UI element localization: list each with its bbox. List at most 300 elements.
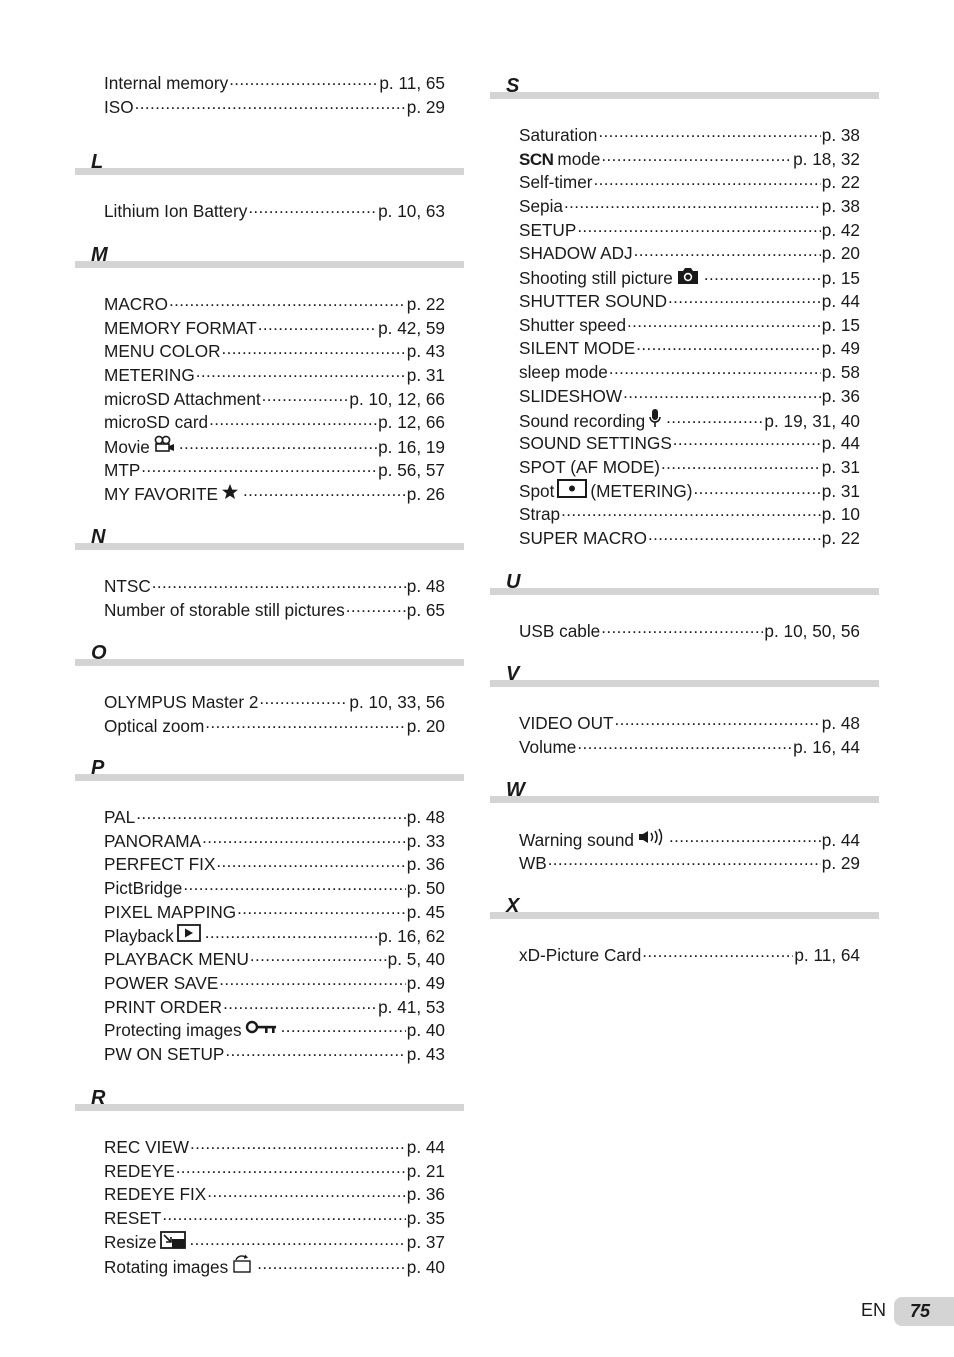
- index-entry-sepia: [519, 195, 860, 219]
- page-reference: p. 49: [406, 972, 445, 993]
- page-reference: p. 16, 62: [378, 925, 445, 946]
- dot-leader: [183, 877, 405, 894]
- index-term: [104, 317, 257, 341]
- index-term: [519, 828, 668, 853]
- index-term-text: Sound recording: [519, 410, 646, 431]
- index-term: [104, 1254, 256, 1281]
- index-entry-sound-recording: [519, 408, 860, 432]
- index-term-text: USB cable: [519, 621, 601, 641]
- index-term: [104, 72, 228, 96]
- dot-leader: [223, 996, 377, 1013]
- page-reference: p. 48: [406, 807, 445, 827]
- section-divider: [75, 543, 464, 550]
- dot-leader: [205, 715, 405, 732]
- index-entry-self-timer: [519, 171, 860, 195]
- index-entry-shutter-speed: [519, 314, 860, 338]
- dot-leader: [225, 1043, 405, 1060]
- index-entry-warning-sound: [519, 828, 860, 852]
- dot-leader: [205, 925, 377, 942]
- page-reference: p. 29: [406, 96, 445, 117]
- index-entry-redeye: [104, 1160, 445, 1184]
- index-term-text: REDEYE: [104, 1160, 175, 1181]
- index-term-text: MEMORY FORMAT: [104, 317, 257, 338]
- index-term: [519, 479, 693, 505]
- section-divider: [490, 912, 879, 919]
- index-entry-strap: [519, 503, 860, 527]
- page-reference: p. 42: [821, 219, 860, 240]
- page-reference: p. 16, 19: [378, 436, 445, 457]
- index-term: [104, 1136, 189, 1160]
- index-entry-microsd-card: [104, 411, 445, 435]
- index-term-text: PW ON SETUP: [104, 1043, 225, 1064]
- index-term-text: Strap: [519, 504, 561, 524]
- index-entry-pixel-mapping: [104, 901, 445, 925]
- section-letter: W: [506, 779, 526, 801]
- index-term-text: PictBridge: [104, 878, 183, 899]
- scn-label: SCN: [519, 149, 554, 169]
- index-term-text: PIXEL MAPPING: [104, 901, 237, 922]
- index-term-text: SPOT (AF MODE): [519, 456, 661, 477]
- dot-leader: [169, 293, 406, 310]
- index-term: [104, 388, 261, 412]
- index-term: [519, 195, 563, 219]
- index-term: [519, 712, 614, 736]
- index-term: [519, 852, 547, 876]
- index-term: [104, 293, 168, 317]
- index-entry-super-macro: [519, 527, 860, 551]
- entry-list-continued: [104, 72, 445, 119]
- index-term: [104, 1019, 280, 1043]
- index-term-text: METERING: [104, 365, 195, 386]
- dot-leader: [694, 480, 821, 497]
- section-letter: R: [91, 1087, 106, 1109]
- index-term-text: VIDEO OUT: [519, 713, 614, 733]
- index-term-text: Optical zoom: [104, 715, 205, 736]
- index-term-text: REDEYE FIX: [104, 1184, 207, 1205]
- resize-icon: [160, 1231, 186, 1256]
- dot-leader: [564, 195, 821, 212]
- index-entry-metering: [104, 364, 445, 388]
- index-entry-usb-cable: [519, 620, 860, 644]
- entry-list: [104, 293, 445, 506]
- dot-leader: [262, 388, 349, 405]
- microphone-icon: [648, 408, 662, 435]
- index-term: [104, 996, 222, 1020]
- section-divider: [490, 92, 879, 99]
- index-entry-olympus-master-2: [104, 691, 445, 715]
- index-term-text: MENU COLOR: [104, 341, 221, 362]
- page-reference: p. 15: [821, 268, 860, 289]
- dot-leader: [216, 853, 405, 870]
- dot-leader: [594, 171, 821, 188]
- index-entry-slideshow: [519, 385, 860, 409]
- page-reference: p. 19, 31, 40: [764, 410, 860, 431]
- index-term-text: REC VIEW: [104, 1137, 189, 1157]
- page-reference: p. 44: [821, 829, 860, 850]
- index-entry-wb: [519, 852, 860, 876]
- page-reference: p. 49: [821, 338, 860, 359]
- page-reference: p. 21: [406, 1160, 445, 1181]
- index-term: [519, 361, 608, 385]
- section-letter: N: [91, 526, 106, 548]
- index-entry-playback-menu: [104, 948, 445, 972]
- index-entry-print-order: [104, 996, 445, 1020]
- index-entry-optical-zoom: [104, 715, 445, 739]
- index-entry-pictbridge: [104, 877, 445, 901]
- index-entry-power-save: [104, 972, 445, 996]
- index-entry-shadow-adj: [519, 242, 860, 266]
- index-entry-spot-af-mode: [519, 456, 860, 480]
- index-term-text: NTSC: [104, 576, 151, 596]
- dot-leader: [623, 385, 821, 402]
- dot-leader: [666, 410, 763, 427]
- index-term-text: MTP: [104, 459, 141, 480]
- dot-leader: [162, 1207, 405, 1224]
- rotate-icon: [231, 1254, 253, 1281]
- index-entry-lithium-ion-battery: [104, 200, 445, 224]
- dot-leader: [176, 1160, 406, 1177]
- index-term: [104, 599, 345, 623]
- index-term: [519, 527, 647, 551]
- page-reference: p. 40: [406, 1020, 445, 1041]
- index-entry-xd-picture-card: [519, 944, 860, 968]
- index-term-text: MACRO: [104, 294, 168, 314]
- dot-leader: [634, 242, 821, 259]
- dot-leader: [548, 852, 821, 869]
- page-reference: p. 31: [821, 481, 860, 502]
- index-term: [519, 171, 593, 195]
- index-term-text: PRINT ORDER: [104, 996, 223, 1017]
- index-term: [104, 483, 242, 507]
- index-entry-sound-settings: [519, 432, 860, 456]
- index-term-text: Protecting images: [104, 1020, 242, 1041]
- dot-leader: [642, 944, 793, 961]
- page-reference: p. 29: [821, 852, 860, 873]
- index-term: [104, 806, 135, 830]
- index-term: [104, 830, 201, 854]
- entry-list: [104, 575, 445, 622]
- dot-leader: [561, 503, 821, 520]
- dot-leader: [250, 948, 387, 965]
- index-term: [104, 96, 134, 120]
- index-term: [519, 620, 600, 644]
- index-term: [519, 408, 665, 435]
- index-entry-saturation: [519, 124, 860, 148]
- index-term-text: Sepia: [519, 196, 563, 217]
- index-term-text: SUPER MACRO: [519, 527, 647, 548]
- index-term-suffix: (METERING): [590, 481, 693, 502]
- section-letter: L: [91, 151, 104, 173]
- index-term-text: Number of storable still pictures: [104, 599, 345, 620]
- dot-leader: [243, 483, 406, 500]
- page-reference: p. 45: [406, 901, 445, 922]
- index-term: [104, 575, 151, 599]
- index-term: [519, 337, 635, 361]
- page-reference: p. 10, 12, 66: [349, 388, 445, 409]
- page-reference: p. 48: [821, 713, 860, 733]
- index-term: [519, 432, 672, 456]
- page-reference: p. 33: [406, 830, 445, 851]
- dot-leader: [136, 806, 406, 823]
- page-reference: p. 44: [821, 432, 860, 453]
- page-reference: p. 36: [406, 1184, 445, 1205]
- speaker-icon: [637, 828, 665, 853]
- page-reference: p. 41, 53: [378, 996, 445, 1017]
- index-entry-panorama: [104, 830, 445, 854]
- page-reference: p. 65: [406, 599, 445, 620]
- index-entry-redeye-fix: [104, 1183, 445, 1207]
- index-term-text: Movie: [104, 436, 150, 457]
- index-entry-silent-mode: [519, 337, 860, 361]
- page-reference: p. 36: [821, 385, 860, 406]
- footer-page-number: 75: [894, 1297, 954, 1326]
- entry-list: [104, 806, 445, 1067]
- index-entry-sleep-mode: [519, 361, 860, 385]
- index-entry-resize: [104, 1231, 445, 1255]
- index-entry-pw-on-setup: [104, 1043, 445, 1067]
- index-term: [519, 456, 660, 480]
- page-reference: p. 22: [821, 172, 860, 193]
- index-term-text: Saturation: [519, 125, 598, 145]
- dot-leader: [615, 712, 821, 729]
- index-entry-rotating-images: [104, 1254, 445, 1278]
- dot-leader: [669, 829, 821, 846]
- section-divider: [75, 261, 464, 268]
- dot-leader: [609, 361, 821, 378]
- dot-leader: [222, 340, 406, 357]
- dot-leader: [648, 527, 821, 544]
- key-icon: [245, 1019, 277, 1043]
- page-reference: p. 42, 59: [378, 317, 445, 338]
- index-term: [519, 314, 626, 338]
- index-entry-protecting-images: [104, 1019, 445, 1043]
- index-entry-playback: [104, 924, 445, 948]
- index-entry-movie: [104, 435, 445, 459]
- page-reference: p. 12, 66: [378, 412, 445, 433]
- index-term: [519, 385, 622, 409]
- page-reference: p. 48: [406, 576, 445, 596]
- index-term: [104, 691, 258, 715]
- dot-leader: [258, 317, 377, 334]
- section-divider: [490, 796, 879, 803]
- section-divider: [490, 680, 879, 687]
- index-entry-shutter-sound: [519, 290, 860, 314]
- index-term-text: SHADOW ADJ: [519, 243, 633, 264]
- section-divider: [75, 168, 464, 175]
- page-reference: p. 11, 65: [379, 73, 445, 93]
- dot-leader: [248, 200, 377, 217]
- dot-leader: [202, 830, 406, 847]
- index-term-text: RESET: [104, 1208, 162, 1229]
- section-letter: V: [506, 663, 520, 685]
- index-term-text: Resize: [104, 1232, 157, 1253]
- section-letter: U: [506, 571, 521, 593]
- dot-leader: [179, 436, 377, 453]
- index-entry-memory-format: [104, 317, 445, 341]
- index-term-text: ISO: [104, 96, 134, 117]
- spot-metering-icon: [557, 479, 587, 505]
- dot-leader: [209, 411, 377, 428]
- section-divider: [75, 659, 464, 666]
- entry-list: [519, 620, 860, 644]
- dot-leader: [219, 972, 405, 989]
- index-term: [104, 924, 204, 949]
- index-term-text: Shutter speed: [519, 314, 627, 335]
- dot-leader: [661, 456, 821, 473]
- index-entry-video-out: [519, 712, 860, 736]
- dot-leader: [636, 337, 821, 354]
- page-reference: p. 10, 63: [378, 201, 445, 221]
- index-term: [519, 736, 576, 760]
- dot-leader: [259, 691, 348, 708]
- index-term: [104, 340, 221, 364]
- page-reference: p. 50: [406, 878, 445, 899]
- index-entry-volume: [519, 736, 860, 760]
- dot-leader: [598, 124, 820, 141]
- page-reference: p. 11, 64: [794, 945, 860, 965]
- index-term-text: PAL: [104, 807, 136, 827]
- index-entry-my-favorite: [104, 483, 445, 507]
- dot-leader: [229, 72, 378, 89]
- section-letter: P: [91, 757, 105, 779]
- index-term-text: sleep mode: [519, 361, 608, 382]
- index-term: [104, 1160, 175, 1184]
- section-letter: O: [91, 642, 108, 664]
- index-term: [104, 948, 249, 972]
- index-entry-mtp: [104, 459, 445, 483]
- index-term: [519, 124, 597, 148]
- index-term-text: Self-timer: [519, 172, 593, 193]
- page-reference: p. 16, 44: [793, 736, 860, 757]
- index-term-text: Internal memory: [104, 73, 229, 93]
- index-term-text: Lithium Ion Battery: [104, 201, 248, 221]
- dot-leader: [673, 432, 821, 449]
- page-reference: p. 36: [406, 854, 445, 875]
- page-reference: p. 56, 57: [378, 459, 445, 480]
- page-reference: p. 10, 33, 56: [349, 692, 445, 712]
- star-icon: [221, 483, 239, 507]
- index-term: [519, 944, 641, 968]
- page-reference: p. 38: [821, 196, 860, 217]
- page-reference: p. 10: [821, 504, 860, 524]
- page-reference: p. 38: [821, 125, 860, 145]
- index-term-text: mode: [557, 148, 601, 169]
- page-reference: p. 26: [406, 483, 445, 504]
- index-term-text: SOUND SETTINGS: [519, 432, 672, 453]
- dot-leader: [207, 1183, 406, 1200]
- index-term-text: MY FAVORITE: [104, 483, 218, 504]
- index-term: [104, 411, 208, 435]
- index-term-text: xD-Picture Card: [519, 945, 642, 965]
- index-term: [519, 266, 703, 292]
- index-term-text: Spot: [519, 481, 555, 502]
- section-letter: S: [506, 75, 520, 97]
- index-term-text: microSD Attachment: [104, 388, 261, 409]
- index-entry-pal: [104, 806, 445, 830]
- section-divider: [490, 588, 879, 595]
- index-term: [104, 1231, 189, 1256]
- dot-leader: [668, 290, 821, 307]
- page-reference: p. 31: [821, 456, 860, 477]
- index-term-text: Warning sound: [519, 829, 634, 850]
- index-entry-macro: [104, 293, 445, 317]
- index-term: [104, 1183, 206, 1207]
- section-letter: M: [91, 244, 109, 266]
- index-term-text: microSD card: [104, 412, 209, 433]
- page-reference: p. 10, 50, 56: [764, 621, 860, 641]
- index-term: [104, 459, 140, 483]
- index-term-text: SETUP: [519, 219, 577, 240]
- index-term-text: PLAYBACK MENU: [104, 949, 249, 970]
- index-entry-rec-view: [104, 1136, 445, 1160]
- page-reference: p. 20: [406, 715, 445, 736]
- dot-leader: [237, 901, 406, 918]
- index-term-text: OLYMPUS Master 2: [104, 692, 259, 712]
- index-term: [519, 148, 600, 172]
- entry-list: [519, 944, 860, 968]
- index-term: [104, 877, 182, 901]
- index-term: [104, 853, 215, 877]
- page-reference: p. 43: [406, 1043, 445, 1064]
- dot-leader: [196, 364, 406, 381]
- index-entry-setup: [519, 219, 860, 243]
- index-entry-number-of-storable-still-pictures: [104, 599, 445, 623]
- page-reference: p. 44: [821, 290, 860, 311]
- index-entry-internal-memory: [104, 72, 445, 96]
- index-term-text: WB: [519, 852, 547, 873]
- page-reference: p. 31: [406, 365, 445, 386]
- footer-language: EN: [861, 1300, 887, 1320]
- index-entry-spot-metering: [519, 479, 860, 503]
- index-term: [519, 290, 667, 314]
- dot-leader: [601, 620, 763, 637]
- index-entry-iso: [104, 96, 445, 120]
- index-term-text: SILENT MODE: [519, 338, 636, 359]
- index-term: [519, 242, 633, 266]
- page-reference: p. 43: [406, 341, 445, 362]
- page-reference: p. 22: [821, 527, 860, 548]
- page-reference: p. 18, 32: [793, 148, 860, 169]
- dot-leader: [627, 314, 821, 331]
- page-reference: p. 58: [821, 361, 860, 382]
- index-term: [104, 1043, 224, 1067]
- index-entry-perfect-fix: [104, 853, 445, 877]
- movie-camera-icon: [153, 435, 175, 460]
- index-term: [104, 200, 247, 224]
- index-term: [104, 972, 218, 996]
- page-reference: p. 37: [406, 1232, 445, 1253]
- dot-leader: [190, 1136, 406, 1153]
- page-reference: p. 15: [821, 314, 860, 335]
- index-term-text: PANORAMA: [104, 830, 202, 851]
- playback-icon: [177, 924, 201, 949]
- page-reference: p. 5, 40: [387, 949, 445, 970]
- dot-leader: [601, 148, 792, 165]
- page-reference: p. 44: [406, 1137, 445, 1157]
- page-reference: p. 40: [406, 1256, 445, 1277]
- entry-list: [519, 828, 860, 875]
- dot-leader: [257, 1256, 406, 1273]
- entry-list: [104, 200, 445, 224]
- index-term-text: Shooting still picture: [519, 268, 673, 289]
- index-term-text: SLIDESHOW: [519, 385, 623, 406]
- index-term: [104, 715, 204, 739]
- index-term: [104, 901, 236, 925]
- index-term-text: POWER SAVE: [104, 972, 219, 993]
- section-letter: X: [506, 895, 520, 917]
- dot-leader: [135, 96, 406, 113]
- dot-leader: [577, 736, 792, 753]
